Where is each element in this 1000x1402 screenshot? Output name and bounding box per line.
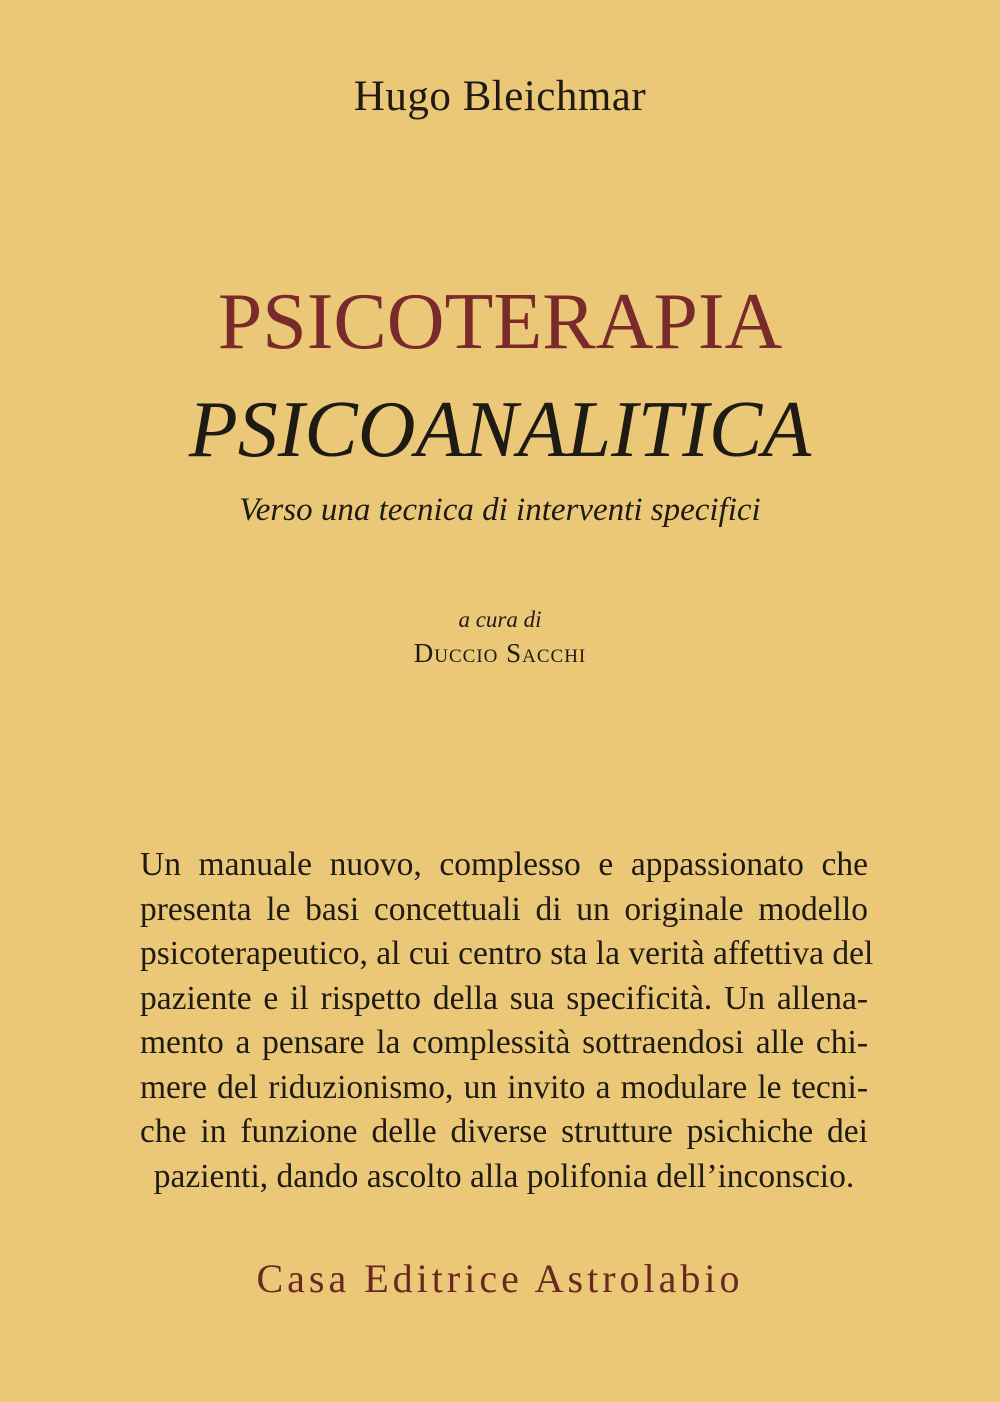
blurb-line: presenta le basi concettuali di un originale modello: [140, 890, 868, 928]
blurb-line: mere del riduzionismo, un invito a modulare le tecni-: [140, 1068, 868, 1106]
editor-label: a cura di: [458, 607, 542, 632]
blurb-line: Un manuale nuovo, complesso e appassionato che: [140, 846, 868, 883]
editor-name: Duccio Sacchi: [413, 638, 587, 668]
subtitle: Verso una tecnica di interventi specifici: [239, 492, 761, 528]
blurb-line: mento a pensare la complessità sottraendosi alle chi-: [140, 1024, 868, 1061]
title-line-2: PSICOANALITICA: [188, 386, 812, 474]
blurb-line: paziente e il rispetto della sua specificità. Un allena-: [140, 979, 868, 1017]
blurb-line: psicoterapeutico, al cui centro sta la verità affettiva del: [140, 935, 874, 972]
blurb-line: pazienti, dando ascolto alla polifonia dell’inconscio.: [153, 1157, 855, 1195]
blurb: [140, 843, 874, 1199]
publisher-name: Casa Editrice Astrolabio: [256, 1256, 744, 1301]
author-name: Hugo Bleichmar: [353, 73, 647, 120]
title-line-1: PSICOTERAPIA: [217, 278, 783, 366]
blurb-line: che in funzione delle diverse strutture psichiche dei: [140, 1113, 868, 1150]
